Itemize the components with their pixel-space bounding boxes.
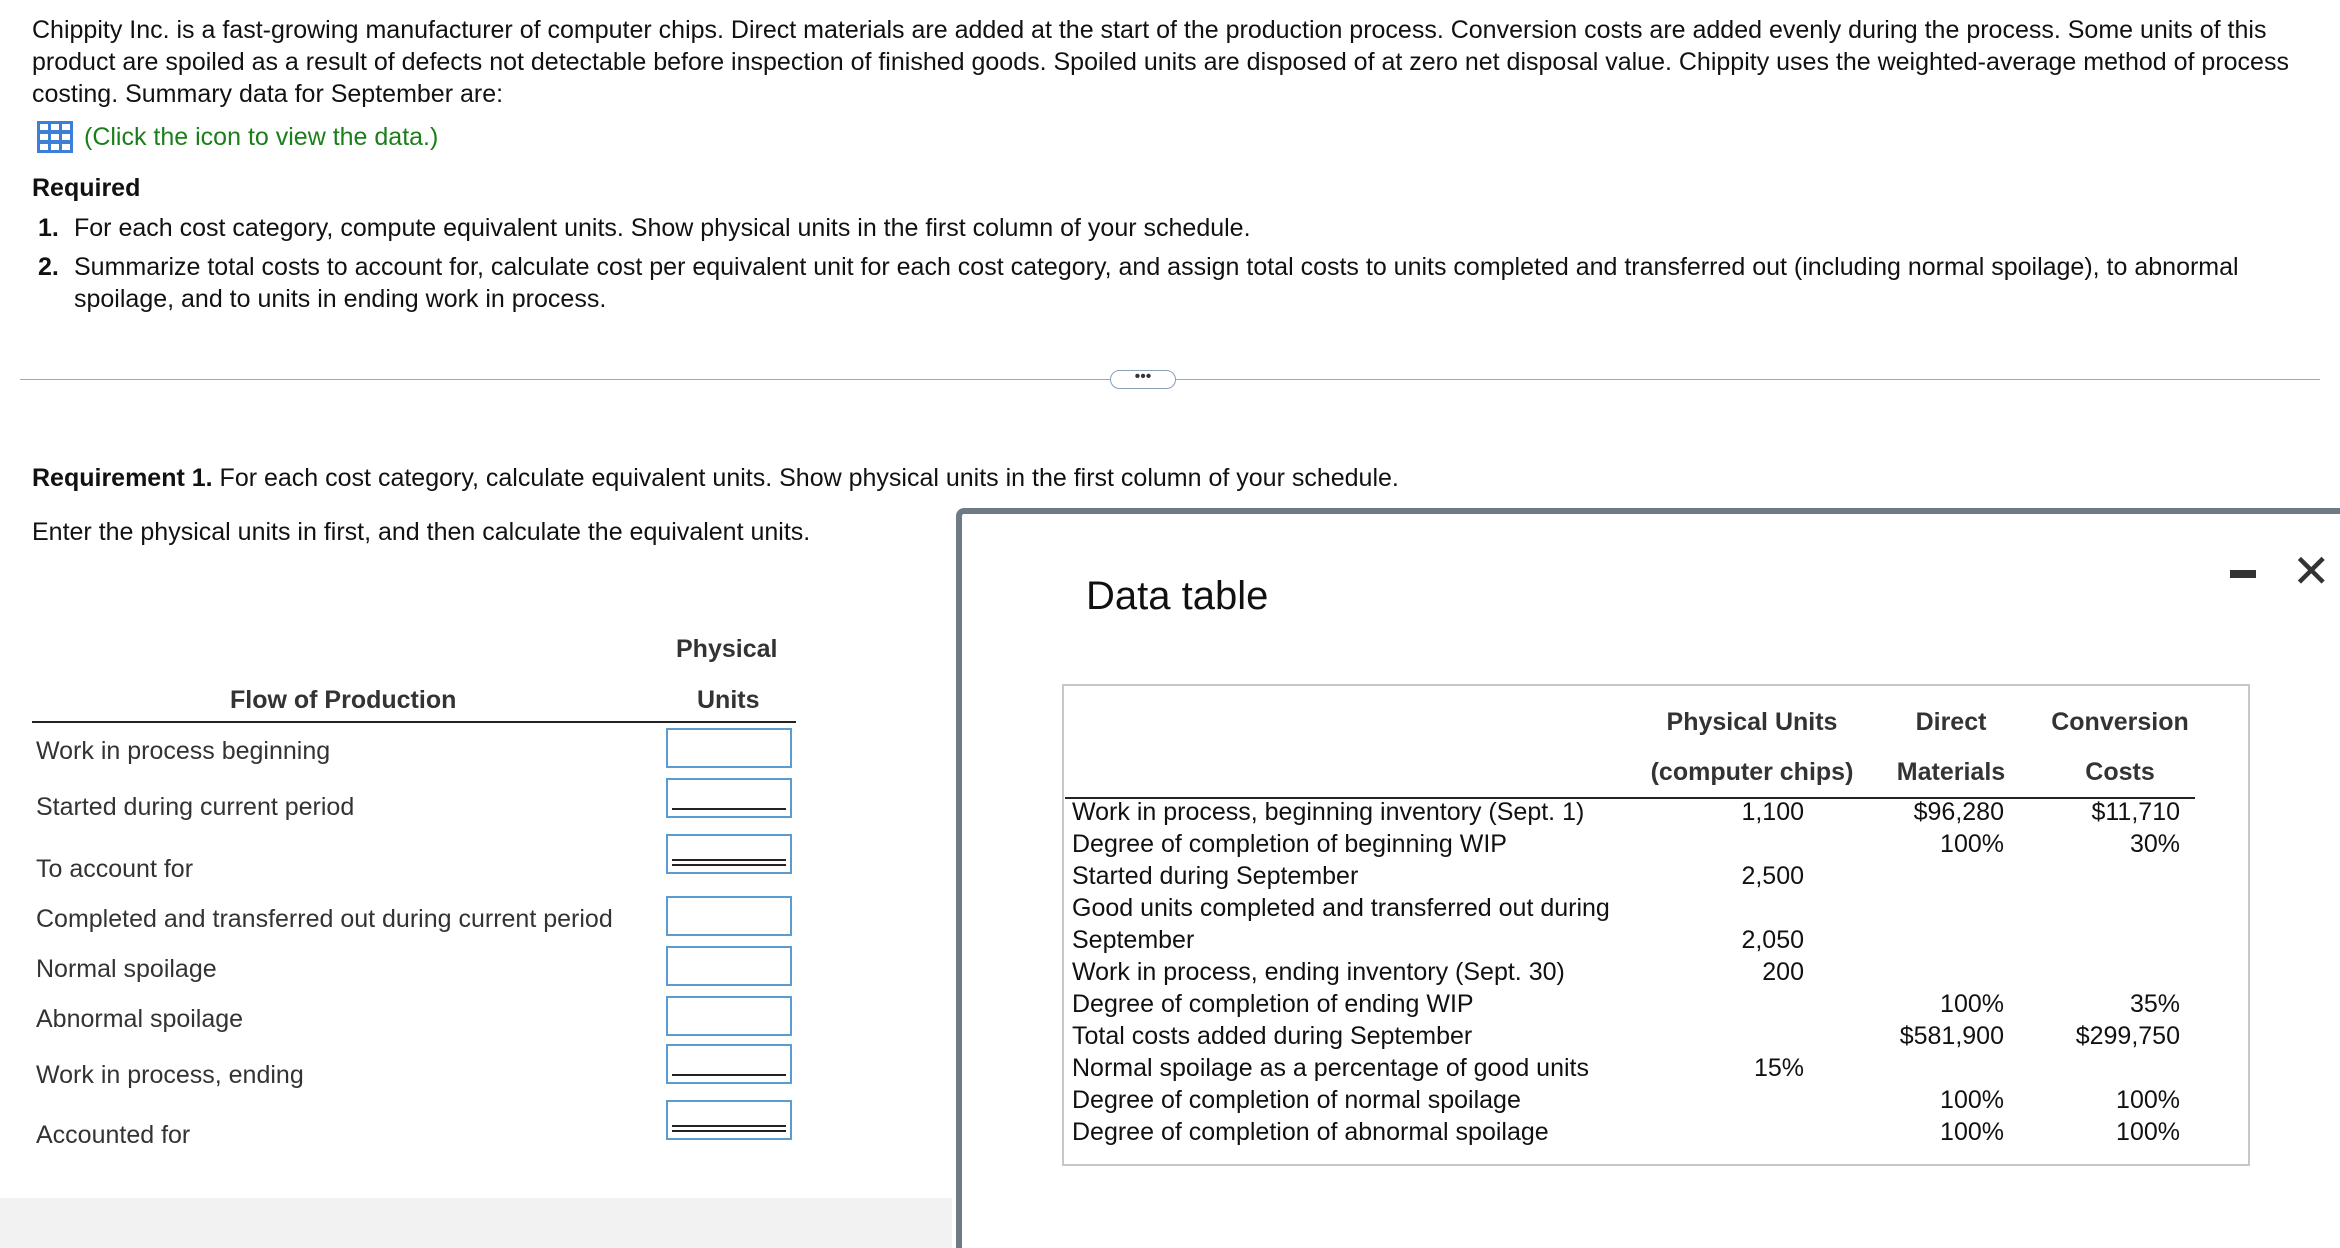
required-item xyxy=(38,251,2268,315)
modal-title: Data table xyxy=(1086,574,1269,618)
row-label-accounted-for: Accounted for xyxy=(36,1121,191,1149)
row-label-wip-beginning: Work in process beginning xyxy=(36,737,331,765)
row-label: Normal spoilage as a percentage of good units xyxy=(1072,1054,1589,1082)
view-data-link[interactable] xyxy=(36,120,438,154)
value-conversion: 100% xyxy=(2116,1086,2180,1114)
requirement-1-text: For each cost category, calculate equivalent units. Show physical units in the first column of your schedule. xyxy=(212,464,1399,492)
value-conversion: 100% xyxy=(2116,1118,2180,1146)
row-label-completed: Completed and transferred out during current period xyxy=(36,905,613,933)
value-direct-materials: 100% xyxy=(1940,1086,2004,1114)
requirement-1-instruction: Enter the physical units in first, and then calculate the equivalent units. xyxy=(32,518,811,546)
value-physical: 2,050 xyxy=(1741,926,1804,954)
required-heading: Required xyxy=(32,174,141,202)
row-label: Good units completed and transferred out during xyxy=(1072,894,1610,922)
expand-more-button[interactable]: ••• xyxy=(1110,370,1176,389)
required-item-text: Summarize total costs to account for, calculate cost per equivalent unit for each cost category, and assign total costs to units completed and transferred out (including normal spoilage), to abnormal spoilage, and to units in ending work in process. xyxy=(74,253,2239,313)
row-label-started: Started during current period xyxy=(36,793,355,821)
row-label-to-account-for: To account for xyxy=(36,855,194,883)
header-costs: Costs xyxy=(2085,758,2155,786)
value-direct-materials: $96,280 xyxy=(1913,798,2004,826)
value-conversion: 35% xyxy=(2129,990,2180,1018)
row-label: Degree of completion of normal spoilage xyxy=(1072,1086,1521,1114)
row-label: September xyxy=(1072,926,1195,954)
minimize-icon[interactable] xyxy=(2230,570,2256,578)
value-conversion: $299,750 xyxy=(2075,1022,2180,1050)
data-table xyxy=(1062,684,2250,1166)
column-header-flow: Flow of Production xyxy=(230,686,457,714)
footer-bar xyxy=(0,1198,952,1248)
header-materials: Materials xyxy=(1896,758,2006,786)
data-table-modal xyxy=(956,508,2340,1248)
value-conversion: $11,710 xyxy=(2091,798,2180,826)
value-physical: 15% xyxy=(1753,1054,1804,1082)
row-label: Work in process, beginning inventory (Sept. 1) xyxy=(1072,798,1585,826)
problem-statement: Chippity Inc. is a fast-growing manufacturer of computer chips. Direct materials are added at the start of the production process. Conversion costs are added evenly during the process. Some units of this product are spoiled as a result of defects not detectable before inspection of finished goods. Spoiled units are disposed of at zero net disposal value. Chippity uses the weighted-average method of process costing. Summary data for September are: xyxy=(32,16,2289,108)
value-direct-materials: $581,900 xyxy=(1899,1022,2004,1050)
header-rule xyxy=(32,721,796,723)
value-physical: 1,100 xyxy=(1741,798,1804,826)
input-completed[interactable] xyxy=(666,896,792,936)
value-direct-materials: 100% xyxy=(1940,990,2004,1018)
required-item-number: 2. xyxy=(38,253,59,281)
column-header-units: Units xyxy=(697,686,760,714)
requirement-1-label: Requirement 1. xyxy=(32,464,213,492)
row-label: Degree of completion of ending WIP xyxy=(1072,990,1474,1018)
row-label: Work in process, ending inventory (Sept. 30) xyxy=(1072,958,1565,986)
value-physical: 2,500 xyxy=(1741,862,1804,890)
header-conversion: Conversion xyxy=(2051,708,2189,736)
header-physical-units: Physical Units xyxy=(1666,708,1838,736)
input-started[interactable] xyxy=(666,778,792,818)
row-label: Degree of completion of beginning WIP xyxy=(1072,830,1507,858)
row-label-abnormal-spoilage: Abnormal spoilage xyxy=(36,1005,244,1033)
requirement-1-title xyxy=(32,464,1399,493)
row-label-wip-ending: Work in process, ending xyxy=(36,1061,304,1089)
required-list xyxy=(38,212,2268,322)
row-label: Started during September xyxy=(1072,862,1359,890)
row-label: Total costs added during September xyxy=(1072,1022,1473,1050)
value-physical: 200 xyxy=(1762,958,1804,986)
required-item-text: For each cost category, compute equivalent units. Show physical units in the first column of your schedule. xyxy=(74,214,1251,242)
view-data-link-text[interactable]: (Click the icon to view the data.) xyxy=(84,122,439,151)
column-header-physical: Physical xyxy=(676,635,778,663)
row-label-normal-spoilage: Normal spoilage xyxy=(36,955,217,983)
close-icon[interactable]: ✕ xyxy=(2292,545,2331,597)
input-accounted-for[interactable] xyxy=(666,1100,792,1140)
header-computer-chips: (computer chips) xyxy=(1650,758,1854,786)
row-label: Degree of completion of abnormal spoilage xyxy=(1072,1118,1549,1146)
input-wip-beginning[interactable] xyxy=(666,728,792,768)
input-to-account-for[interactable] xyxy=(666,834,792,874)
value-direct-materials: 100% xyxy=(1940,1118,2004,1146)
required-item-number: 1. xyxy=(38,214,59,242)
input-wip-ending[interactable] xyxy=(666,1044,792,1084)
table-grid-icon xyxy=(36,120,74,154)
value-direct-materials: 100% xyxy=(1940,830,2004,858)
input-normal-spoilage[interactable] xyxy=(666,946,792,986)
required-item xyxy=(38,212,2268,244)
value-conversion: 30% xyxy=(2129,830,2180,858)
header-direct: Direct xyxy=(1915,708,1987,736)
input-abnormal-spoilage[interactable] xyxy=(666,996,792,1036)
